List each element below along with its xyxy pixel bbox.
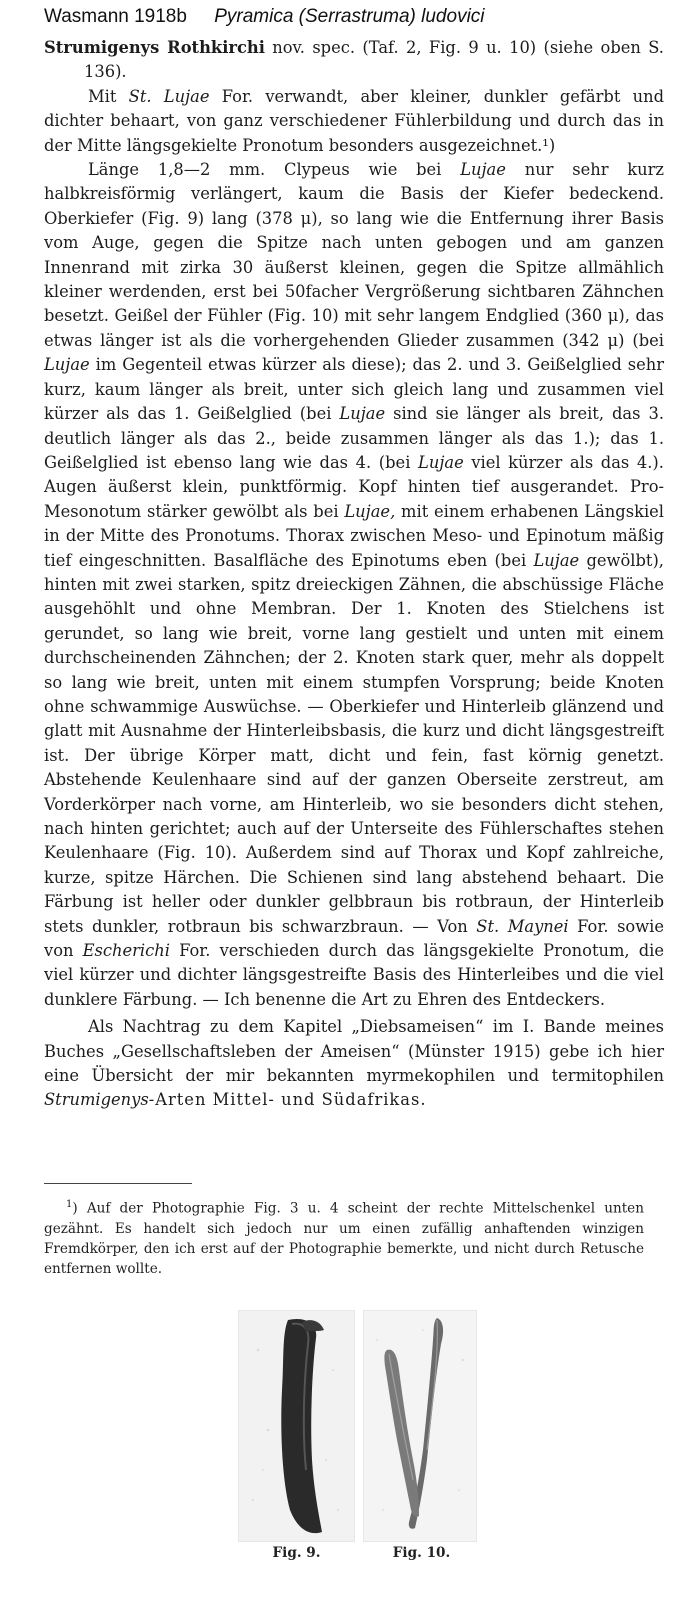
species-name: Strumigenys Rothkirchi — [44, 38, 265, 57]
taxon-ref: Lujae — [339, 404, 386, 424]
paragraph-description — [44, 158, 664, 1012]
text-run: Als Nachtrag zu dem Kapitel „Diebsameisen“ im I. Bande meines Buches „Gesellschaftsleben der Ameisen“ (Münster 1915) gebe ich hier eine Übersicht der mir bekannten myrmekophilen und termitophilen — [44, 1017, 664, 1086]
header-taxon-name: Pyramica (Serrastruma) ludovici — [214, 6, 485, 27]
species-heading — [44, 36, 664, 85]
taxon-ref: Lujae — [460, 160, 506, 180]
mandible-image — [238, 1310, 355, 1542]
taxon-ref: Strumigenys — [44, 1090, 149, 1110]
text-run: Mit — [88, 86, 117, 106]
text-run: For. sowie von — [44, 916, 665, 961]
taxon-ref: St. Maynei — [476, 916, 569, 936]
page-header — [44, 6, 684, 36]
taxon-ref: Lujae — [44, 355, 90, 375]
paragraph-nachtrag — [44, 1015, 664, 1113]
taxon-ref: Escherichi — [82, 941, 170, 961]
text-run: nur sehr kurz halbkreisförmig verlängert, kaum die Basis der Kiefer bedeckend. Oberkiefer (Fig. 9) lang (378 μ), so lang wie die Entfernung ihrer Basis vom Auge, gegen die Spitze nach unten gebogen und am ganzen Innenrand mit zirka 30 äußerst kleinen, gegen die Spitze allmählich kleiner werdenden, erst bei 50facher Vergrößerung sichtbaren Zähnchen besetzt. Geißel der Fühler (Fig. 10) mit sehr langem Endglied (360 μ), das etwas länger ist als die vorhergehenden Glieder zusammen (342 μ) (bei — [44, 160, 665, 350]
text-run: viel kürzer als das 4.). Augen äußerst klein, punktförmig. Kopf hinten tief ausgerandet. Pro-Mesonotum stärker gewölbt als bei — [44, 452, 664, 521]
text-run: Länge 1,8—2 mm. Clypeus wie bei — [88, 160, 442, 180]
text-run: im Gegenteil etwas kürzer als diese); das 2. und 3. Geißelglied sehr kurz, kaum länger als breit, unter sich gleich lang und zusammen viel kürzer als das 1. Geißelglied (bei — [44, 355, 664, 424]
footnote-marker: 1 — [66, 1199, 73, 1210]
text-run: gewölbt), hinten mit zwei starken, spitz dreieckigen Zähnen, die abschüssige Fläche ausgehöhlt und ohne Membran. Der 1. Knoten des Stielchens ist gerundet, so lang wie breit, vorne lang gestielt und unten mit einem durchscheinenden Zähnchen; der 2. Knoten stark quer, mehr als doppelt so lang wie breit, unten mit einem stumpfen Vorsprung; beide Knoten ohne schwammige Auswüchse. — Oberkiefer und Hinterleib glänzend und glatt mit Ausnahme der Hinterleibsbasis, die kurz und dicht längsgestreift ist. Der übrige Körper matt, dicht und fein, fast körnig genetzt. Abstehende Keulenhaare sind auf der ganzen Oberseite zerstreut, am Vorderkörper nach vorne, am Hinterleib, wo sie besonders dicht stehen, nach hinten gerichtet; auch auf der Unterseite des Fühlerschaftes stehen Keulenhaare (Fig. 10). Außerdem sind auf Thorax und Kopf zahlreiche, kurze, spitze Härchen. Die Schienen sind lang abstehend behaart. Die Färbung ist heller oder dunkler gelbbraun bis rotbraun, der Hinterleib stets dunkler, rotbraun bis schwarzbraun. — Von — [44, 550, 664, 936]
taxon-ref: Lujae — [533, 550, 580, 570]
paragraph-diagnosis — [44, 85, 664, 158]
figure-9-mandible-photo — [238, 1310, 355, 1542]
taxon-ref: Lujae, — [344, 501, 396, 521]
footnote-text: ) Auf der Photographie Fig. 3 u. 4 scheint der rechte Mittelschenkel unten gezähnt. Es handelt sich jedoch nur um einen zufällig anhaftenden winzigen Fremdkörper, den ich erst auf der Photographie bemerkte, und nicht durch Retusche entfernen wollte. — [44, 1200, 644, 1276]
header-author-year: Wasmann 1918b — [44, 6, 187, 27]
figure-9-caption: Fig. 9. — [272, 1545, 321, 1561]
figure-10-antenna-photo — [363, 1310, 477, 1542]
species-heading-rest: nov. spec. (Taf. 2, Fig. 9 u. 10) (siehe oben S. 136). — [84, 38, 664, 82]
taxon-ref: St. Lujae — [128, 86, 210, 106]
text-run: mit einem erhabenen Längskiel in der Mitte des Pronotums. Thorax zwischen Meso- und Epinotum mäßig tief eingeschnitten. Basalfläche des Epinotums eben (bei — [44, 501, 664, 570]
taxon-ref: Lujae — [418, 452, 464, 472]
footnote-divider — [44, 1183, 192, 1184]
main-text — [44, 36, 664, 1113]
text-run: sind sie länger als breit, das 3. deutlich länger als das 2., beide zusammen länger als das 1.); das 1. Geißelglied ist ebenso lang wie das 4. (bei — [44, 404, 664, 472]
text-run: For. verschieden durch das längsgekielte Pronotum, die viel kürzer und dichter längsgestreifte Basis des Hinterleibes und die viel dunklere Färbung. — Ich benenne die Art zu Ehren des Entdeckers. — [44, 941, 665, 1009]
antenna-image — [363, 1310, 477, 1542]
footnote — [44, 1195, 644, 1276]
figure-10-caption: Fig. 10. — [392, 1545, 451, 1561]
text-run: For. verwandt, aber kleiner, dunkler gefärbt und dichter behaart, von ganz verschiedener Fühlerbildung und durch das in der Mitte längsgekielte Pronotum besonders ausgezeichnet.¹) — [44, 86, 664, 155]
text-run: -Arten Mittel- und Südafrikas. — [148, 1090, 427, 1110]
